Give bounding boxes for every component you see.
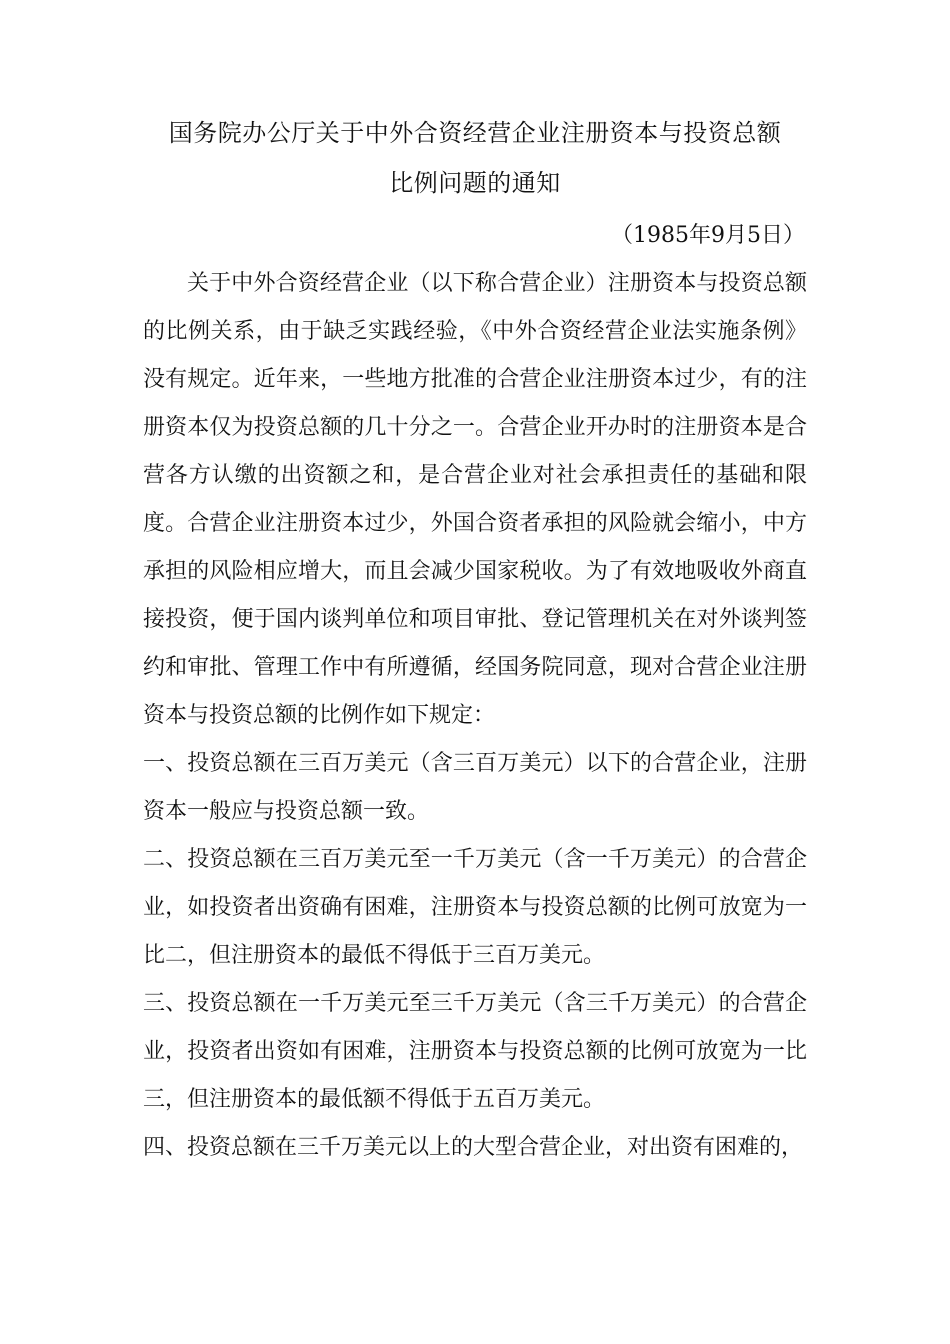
document-date: （1985年9月5日）: [611, 223, 805, 248]
title-line-1: 国务院办公厅关于中外合资经营企业注册资本与投资总额: [168, 119, 782, 147]
clause-3: 三、投资总额在一千万美元至三千万美元（含三千万美元）的合营企业，投资者出资如有困难，注册资本与投资总额的比例可放宽为一比三，但注册资本的最低额不得低于五百万美元。: [143, 991, 807, 1112]
clause-1: 一、投资总额在三百万美元（含三百万美元）以下的合营企业，注册资本一般应与投资总额一致。: [143, 751, 807, 824]
title-line-2: 比例问题的通知: [389, 169, 561, 197]
document-title: [143, 108, 807, 208]
intro-paragraph: 关于中外合资经营企业（以下称合营企业）注册资本与投资总额的比例关系，由于缺乏实践经验，《中外合资经营企业法实施条例》没有规定。近年来，一些地方批准的合营企业注册资本过少，有的注册资本仅为投资总额的几十分之一。合营企业开办时的注册资本是合营各方认缴的出资额之和，是合营企业对社会承担责任的基础和限度。合营企业注册资本过少，外国合资者承担的风险就会缩小，中方承担的风险相应增大，而且会减少国家税收。为了有效地吸收外商直接投资，便于国内谈判单位和项目审批、登记管理机关在对外谈判签约和审批、管理工作中有所遵循，经国务院同意，现对合营企业注册资本与投资总额的比例作如下规定：: [143, 271, 807, 728]
clause-2: 二、投资总额在三百万美元至一千万美元（含一千万美元）的合营企业，如投资者出资确有困难，注册资本与投资总额的比例可放宽为一比二，但注册资本的最低不得低于三百万美元。: [143, 847, 807, 968]
clause-4: 四、投资总额在三千万美元以上的大型合营企业，对出资有困难的，: [143, 1135, 804, 1160]
document-body: [143, 260, 807, 1172]
